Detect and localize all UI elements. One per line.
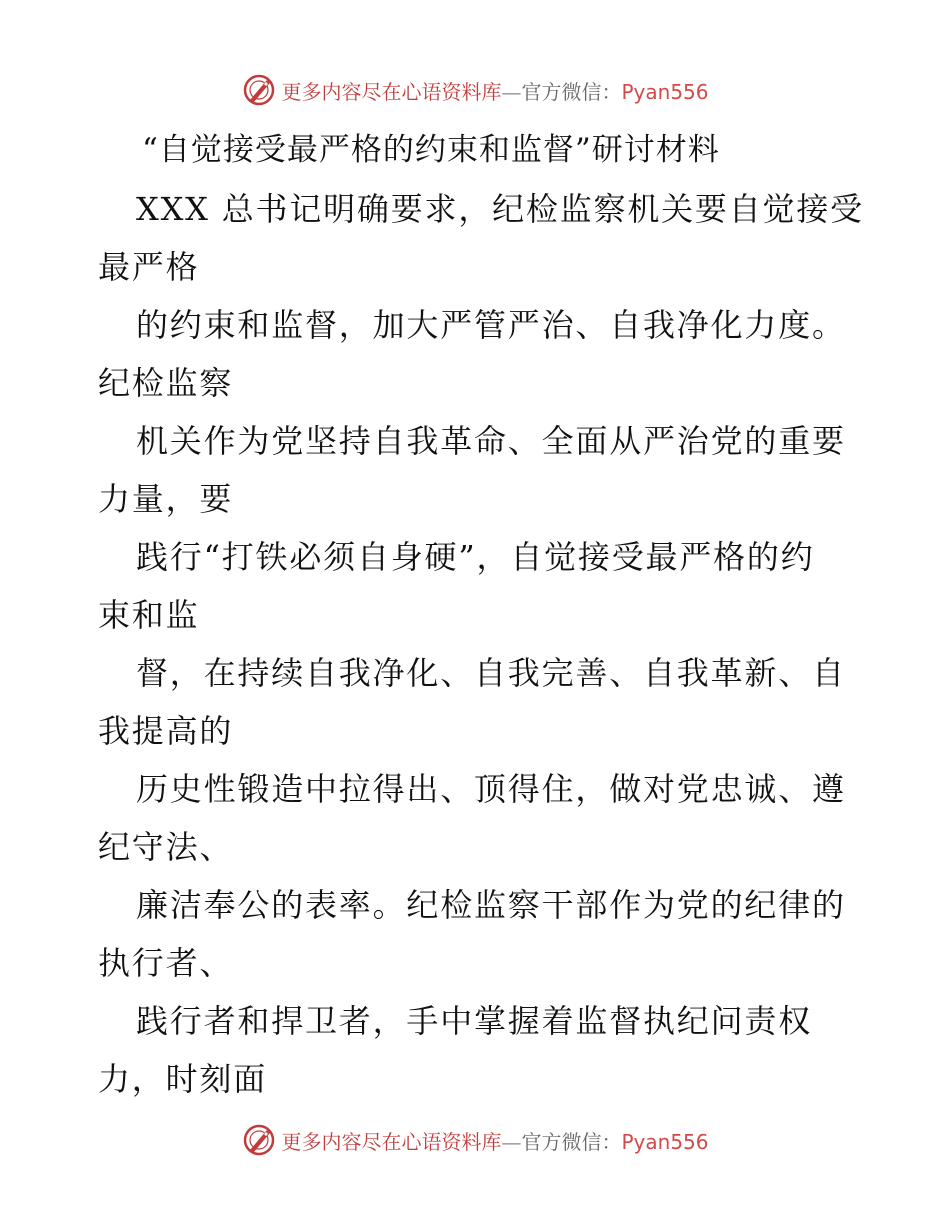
body-line: 机关作为党坚持自我革命、全面从严治党的重要 (136, 422, 846, 460)
body-line: 力量，要 (98, 480, 234, 518)
body-line: 廉洁奉公的表率。纪检监察干部作为党的纪律的 (136, 886, 846, 924)
banner-title: 更多内容尽在心语资料库 (281, 1129, 502, 1154)
banner-separator: — (501, 1129, 522, 1154)
banner-separator: — (501, 79, 522, 104)
body-line: 束和监 (98, 596, 200, 634)
body-line: 力，时刻面 (98, 1060, 268, 1098)
body-line: 纪守法、 (98, 828, 234, 866)
body-line: 执行者、 (98, 944, 234, 982)
body-line: 践行“打铁必须自身硬”，自觉接受最严格的约 (136, 538, 815, 576)
banner-contact-label: 官方微信： (521, 1129, 622, 1154)
banner-title: 更多内容尽在心语资料库 (281, 79, 502, 104)
body-line: 纪检监察 (98, 364, 234, 402)
body-line: 最严格 (98, 248, 200, 286)
body-line: 的约束和监督，加大严管严治、自我净化力度。 (136, 306, 846, 344)
footer-banner (0, 1120, 950, 1160)
pen-nib-logo-icon (241, 1122, 277, 1158)
banner-text-group (281, 76, 708, 105)
banner-contact-label: 官方微信： (521, 79, 622, 104)
banner-text-group (281, 1126, 708, 1155)
body-line: 历史性锻造中拉得出、顶得住，做对党忠诚、遵 (136, 770, 846, 808)
pen-nib-logo-icon (241, 72, 277, 108)
banner-contact-id: Pyan556 (621, 1129, 709, 1154)
body-line: 我提高的 (98, 712, 234, 750)
document-body (98, 180, 878, 1108)
banner-contact-id: Pyan556 (621, 79, 709, 104)
body-line: 督，在持续自我净化、自我完善、自我革新、自 (136, 654, 846, 692)
document-title: “自觉接受最严格的约束和监督”研讨材料 (142, 132, 720, 168)
header-banner (0, 70, 950, 110)
body-line: 践行者和捍卫者，手中掌握着监督执纪问责权 (136, 1002, 813, 1040)
body-line: XXX 总书记明确要求，纪检监察机关要自觉接受 (136, 190, 864, 228)
